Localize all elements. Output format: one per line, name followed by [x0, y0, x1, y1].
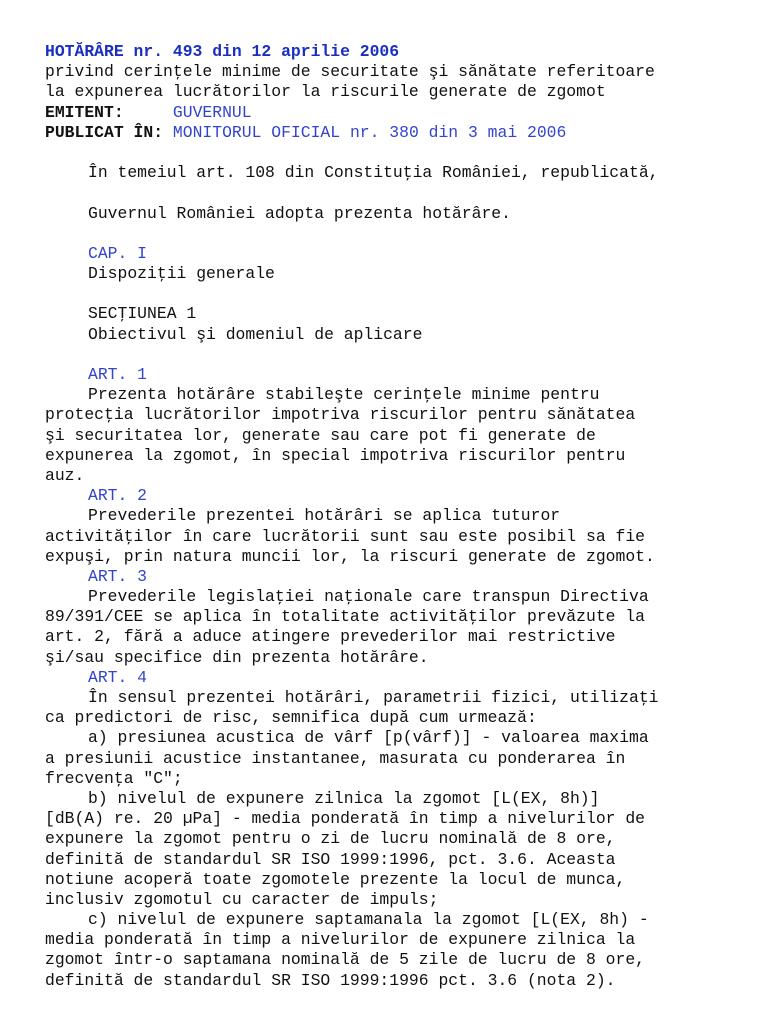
- article-1-line: protecţia lucrătorilor impotriva riscurilor pentru sănătatea: [45, 405, 636, 425]
- article-3-line: Prevederile legislaţiei naţionale care transpun Directiva: [88, 587, 649, 607]
- article-2-line: Prevederile prezentei hotărâri se aplica tuturor: [88, 506, 561, 526]
- article-4-line: media ponderată în timp a nivelurilor de expunere zilnica la: [45, 930, 636, 950]
- preamble-line: Guvernul României adopta prezenta hotărâre.: [88, 203, 511, 223]
- article-1-line: Prezenta hotărâre stabileşte cerinţele minime pentru: [88, 385, 600, 405]
- article-4-line: zgomot într-o saptamana nominală de 5 zile de lucru de 8 ore,: [45, 950, 645, 970]
- preamble-line: În temeiul art. 108 din Constituţia României, republicată,: [88, 163, 659, 183]
- subtitle-line: la expunerea lucrătorilor la riscurile generate de zgomot: [45, 82, 606, 102]
- article-4-line: expunere la zgomot pentru o zi de lucru nominală de 8 ore,: [45, 829, 616, 849]
- document-title: HOTĂRÂRE nr. 493 din 12 aprilie 2006: [45, 42, 400, 61]
- article-4-line: a presiunii acustice instantanee, masurata cu ponderarea în: [45, 748, 626, 768]
- article-4-line: definită de standardul SR ISO 1999:1996 pct. 3.6 (nota 2).: [45, 970, 616, 990]
- article-3-line: 89/391/CEE se aplica în totalitate activităţilor prevăzute la: [45, 607, 645, 627]
- article-4-line: [dB(A) re. 20 µPa] - media ponderată în timp a nivelurilor de: [45, 809, 645, 829]
- article-4-line: ca predictori de risc, semnifica după cum urmează:: [45, 708, 537, 728]
- article-3-link[interactable]: ART. 3: [88, 566, 148, 586]
- spacer: [45, 345, 745, 365]
- spacer: [45, 284, 745, 304]
- article-2-line: activităţilor în care lucrătorii sunt sau este posibil sa fie: [45, 526, 645, 546]
- section-name: Obiectivul şi domeniul de aplicare: [88, 324, 423, 344]
- article-4-line: inclusiv zgomotul cu caracter de impuls;: [45, 889, 439, 909]
- article-3-line: şi/sau specifice din prezenta hotărâre.: [45, 647, 429, 667]
- article-4-item-c: c) nivelul de expunere saptamanala la zgomot [L(EX, 8h) -: [88, 910, 649, 930]
- emitent-row: [45, 103, 745, 123]
- article-4-line: În sensul prezentei hotărâri, parametrii fizici, utilizaţi: [88, 688, 659, 707]
- emitent-link[interactable]: GUVERNUL: [172, 102, 252, 122]
- article-4-link[interactable]: ART. 4: [88, 667, 148, 687]
- article-1-line: auz.: [45, 465, 85, 485]
- monitorul-oficial-link[interactable]: MONITORUL OFICIAL nr. 380 din 3 mai 2006: [172, 122, 567, 142]
- article-4-line: definită de standardul SR ISO 1999:1996, pct. 3.6. Aceasta: [45, 849, 616, 869]
- chapter-link[interactable]: CAP. I: [88, 243, 148, 263]
- document-body: [45, 42, 745, 991]
- article-4-line: frecvenţa "C";: [45, 768, 183, 788]
- publicat-label: PUBLICAT ÎN:: [45, 122, 164, 142]
- chapter-name: Dispoziţii generale: [88, 264, 275, 284]
- article-2-line: expuşi, prin natura muncii lor, la riscuri generate de zgomot.: [45, 546, 655, 566]
- article-4-item-a: a) presiunea acustica de vârf [p(vârf)] - valoarea maxima: [88, 728, 649, 748]
- article-3-line: art. 2, fără a aduce atingere prevederilor mai restrictive: [45, 627, 616, 647]
- article-1-line: expunerea la zgomot, în special impotriva riscurilor pentru: [45, 445, 626, 465]
- spacer: [45, 183, 745, 203]
- publicat-row: [45, 123, 745, 143]
- emitent-label: EMITENT:: [45, 102, 124, 122]
- article-4-item-b: b) nivelul de expunere zilnica la zgomot [L(EX, 8h)]: [88, 788, 600, 808]
- section-label: SECŢIUNEA 1: [88, 304, 197, 324]
- subtitle-line: privind cerinţele minime de securitate şi sănătate referitoare: [45, 62, 655, 82]
- spacer: [45, 143, 745, 163]
- article-4-line: notiune acoperă toate zgomotele prezente la locul de munca,: [45, 869, 626, 889]
- article-2-link[interactable]: ART. 2: [88, 486, 148, 506]
- article-1-line: şi securitatea lor, generate sau care pot fi generate de: [45, 425, 596, 445]
- article-1-link[interactable]: ART. 1: [88, 365, 148, 384]
- spacer: [45, 224, 745, 244]
